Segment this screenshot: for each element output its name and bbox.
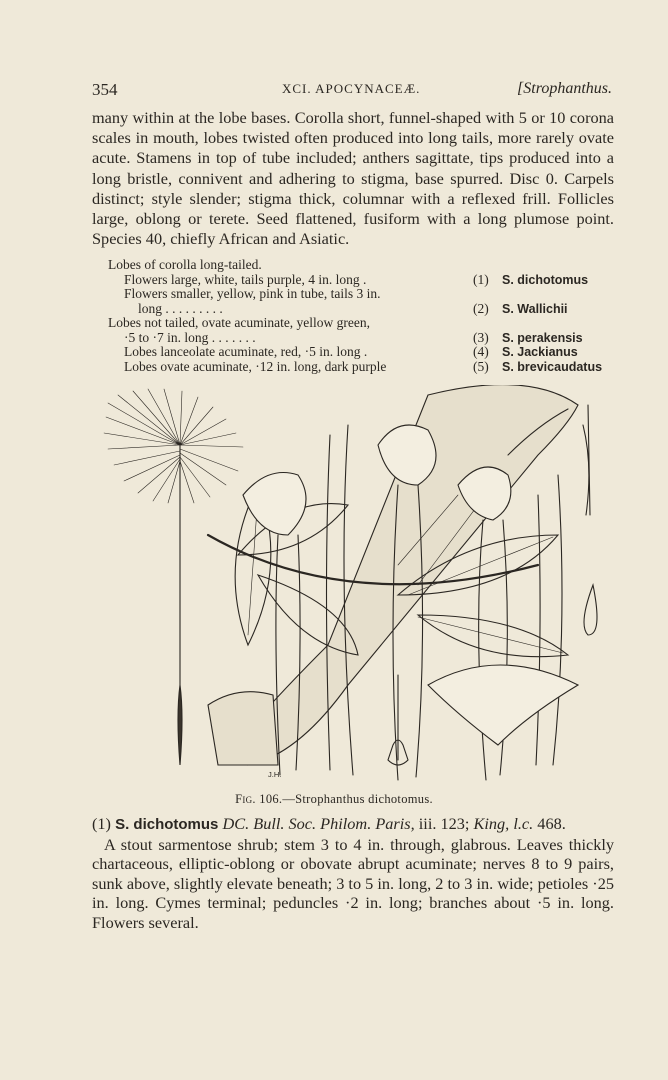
entry-number: (1) [92,814,111,833]
page-number: 354 [92,80,118,99]
key-text: Flowers large, white, tails purple, 4 in. long . [124,271,367,287]
running-header [92,78,612,100]
key-species: S. brevicaudatus [502,359,603,374]
key-row [108,287,614,302]
figure-label: Fig. 106. [235,792,283,806]
key-text: Lobes not tailed, ovate acuminate, yellow green, [108,315,371,330]
figure-caption [0,792,668,807]
key-species: S. Jackianus [502,345,578,359]
key-row [108,302,614,317]
entry-king-page: 468. [537,814,566,833]
species-key [108,258,614,374]
key-text: ·5 to ·7 in. long . . . . . . . [124,329,256,345]
key-row [108,316,614,331]
artist-initials: J.H. [268,770,282,779]
key-number: (2) [473,300,489,316]
botanical-illustration [98,385,610,785]
key-number: (5) [473,358,489,374]
genus-description: many within at the lobe bases. Corolla short, funnel-shaped with 5 or 10 corona scales in mouth, lobes twisted often produced into long tails, more rarely ovate acute. Stamens in top of tube included; anthers sagittate, tips produced into a long bristle, connivent and adhering to stigma, base spurred. Disc 0. Carpels distinct; style slender; stigma thick, columnar with a reflexed frill. Follicles large, oblong or terete. Seed flattened, fusiform with a long plumose point. Species 40, chiefly African and Asiatic. [92,108,614,249]
entry-king-citation: King, l.c. [473,814,534,833]
key-number: (3) [473,329,489,345]
key-row [108,258,614,273]
key-species: S. perakensis [502,330,583,345]
key-row [108,360,614,375]
species-entry [92,814,614,932]
key-species: S. dichotomus [502,272,589,287]
chapter-title: XCI. APOCYNACEÆ. [282,81,421,96]
key-text: Flowers smaller, yellow, pink in tube, tails 3 in. [124,286,381,301]
entry-species-name: S. dichotomus [115,816,219,833]
genus-heading: [Strophanthus. [517,80,612,97]
key-number: (1) [473,271,489,287]
key-row [108,345,614,360]
entry-description: A stout sarmentose shrub; stem 3 to 4 in. through, glabrous. Leaves thickly chartaceous, elliptic-oblong or obovate abrupt acuminate; nerves 8 to 9 pairs, sunk above, slightly elevate beneath; 3 to 5 in. long, 2 to 3 in. wide; petioles ·25 in. long. Cymes terminal; peduncles ·2 in. long; branches about ·5 in. long. Flowers several. [92,834,614,932]
figure-title: —Strophanthus dichotomus. [282,792,433,806]
key-text: Lobes of corolla long-tailed. [108,257,262,272]
key-row [108,331,614,346]
entry-citation-rest: iii. 123; [418,814,470,833]
key-row [108,273,614,288]
key-text: Lobes lanceolate acuminate, red, ·5 in. long . [124,344,368,359]
entry-citation: DC. Bull. Soc. Philom. Paris, [222,814,415,833]
key-text: Lobes ovate acuminate, ·12 in. long, dark purple [124,358,387,374]
key-number: (4) [473,344,489,359]
key-text: long . . . . . . . . . [138,300,223,316]
key-species: S. Wallichii [502,301,568,316]
